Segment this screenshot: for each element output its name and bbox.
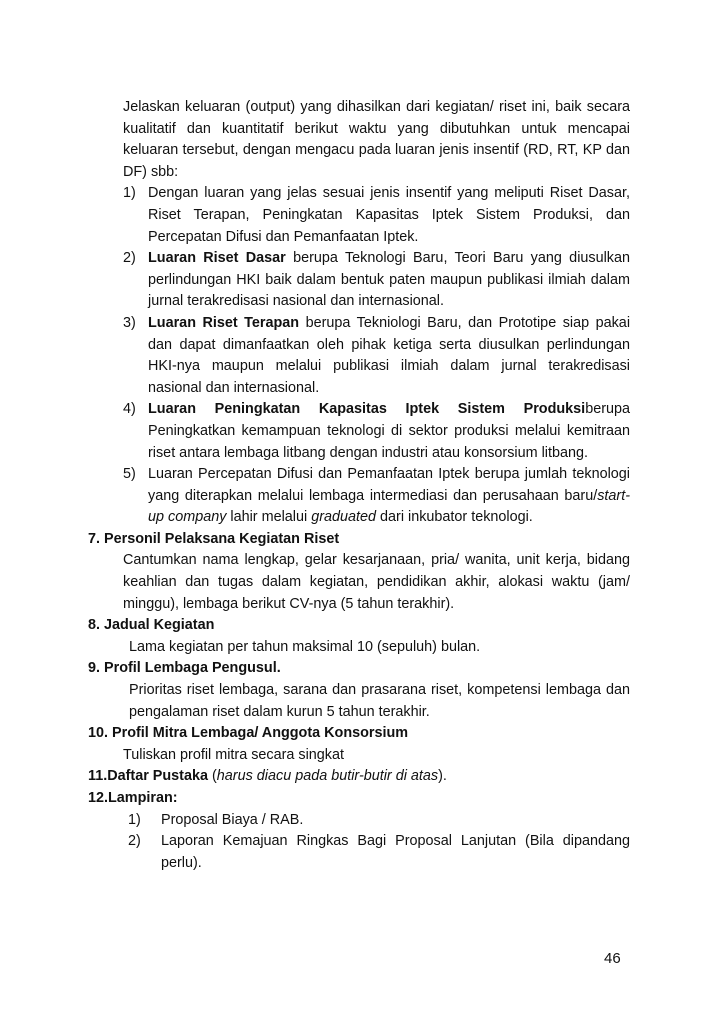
section-heading: 10. Profil Mitra Lembaga/ Anggota Konsorsium (88, 725, 409, 742)
list-number: 3) (123, 314, 136, 331)
list-number: 1) (123, 185, 136, 202)
section-body: Cantumkan nama lengkap, gelar kesarjanaan, pria/ wanita, unit kerja, bidang keahlian dan tugas dalam kegiatan, pendidikan akhir, alokasi waktu (jam/ minggu), lembaga berikut CV-nya (5 tahun terakhir). (123, 552, 630, 612)
section-body: Tuliskan profil mitra secara singkat (123, 746, 345, 763)
list-italic: start-up company (148, 487, 630, 526)
list-bold-term: Luaran Riset Terapan (148, 314, 300, 331)
section-body: Lama kegiatan per tahun maksimal 10 (sepuluh) bulan. (129, 638, 481, 655)
list-text (148, 313, 630, 399)
list-text (148, 248, 630, 313)
list-number: 1) (128, 811, 141, 828)
list-body: dari inkubator teknologi. (376, 509, 533, 526)
list-body: berupa Teknologi Baru, Teori Baru yang diusulkan perlindungan HKI baik dalam bentuk paten maupun publikasi ilmiah dalam jurnal terakredisasi nasional dan internasional. (148, 250, 630, 310)
list-number: 5) (123, 466, 136, 483)
list-bold-term: Luaran Riset Dasar (148, 250, 286, 267)
list-number: 2) (123, 250, 136, 267)
list-italic: graduated (311, 509, 377, 526)
section-heading: 9. Profil Lembaga Pengusul. (88, 660, 281, 677)
section-heading: 11.Daftar Pustaka (88, 768, 208, 785)
page-content (88, 97, 630, 874)
list-number: 4) (123, 401, 136, 418)
list-item (123, 248, 630, 313)
intro-paragraph: Jelaskan keluaran (output) yang dihasilkan dari kegiatan/ riset ini, baik secara kualitatif dan kuantitatif berikut waktu yang dibutuhkan untuk mencapai keluaran tersebut, dengan mengacu pada luaran jenis insentif (RD, RT, KP dan DF) sbb: (123, 99, 630, 180)
list-text: Dengan luaran yang jelas sesuai jenis insentif yang meliputi Riset Dasar, Riset Terapan, Peningkatan Kapasitas Iptek Sistem Produksi, dan Percepatan Difusi dan Pemanfaatan Iptek. (148, 185, 630, 245)
section-heading: 8. Jadual Kegiatan (88, 617, 215, 634)
list-item (123, 183, 630, 248)
list-bold-term: Luaran Peningkatan Kapasitas Iptek Sistem Produksi (148, 401, 586, 418)
list-item (123, 313, 630, 399)
list-text (148, 464, 630, 529)
paren-open: ( (208, 768, 217, 785)
list-item (123, 399, 630, 464)
section-body: Prioritas riset lembaga, sarana dan prasarana riset, kompetensi lembaga dan pengalaman riset dalam kurun 5 tahun terakhir. (129, 682, 630, 720)
list-item (128, 810, 630, 832)
output-list (123, 183, 630, 529)
list-text (148, 399, 630, 464)
list-text: Proposal Biaya / RAB. (161, 811, 304, 828)
list-body: Luaran Percepatan Difusi dan Pemanfaatan Iptek berupa jumlah teknologi yang diterapkan melalui lembaga intermediasi dan perusahaan baru/ (148, 466, 630, 504)
list-body: berupa Peningkatkan kemampuan teknologi di sektor produksi melalui kemitraan riset antara lembaga litbang dengan industri atau konsorsium litbang. (148, 401, 630, 461)
list-text: Laporan Kemajuan Ringkas Bagi Proposal Lanjutan (Bila dipandang perlu). (161, 833, 630, 871)
list-item (128, 831, 630, 874)
section-heading: 7. Personil Pelaksana Kegiatan Riset (88, 530, 340, 547)
list-body: berupa Tekniologi Baru, dan Prototipe siap pakai dan dapat dimanfaatkan oleh pihak ketiga serta diusulkan perlindungan HKI-nya maupun melalui publikasi ilmiah dalam jurnal terakredisasi nasional dan internasional. (148, 314, 631, 396)
section-note: harus diacu pada butir-butir di atas (216, 768, 439, 785)
list-item (123, 464, 630, 529)
paren-close: ). (438, 768, 447, 785)
appendix-list (128, 810, 630, 875)
list-body: lahir melalui (226, 509, 312, 526)
section-heading: 12.Lampiran: (88, 790, 178, 806)
section-11-line (88, 766, 630, 788)
list-number: 2) (128, 833, 141, 850)
page-number: 46 (604, 950, 621, 967)
